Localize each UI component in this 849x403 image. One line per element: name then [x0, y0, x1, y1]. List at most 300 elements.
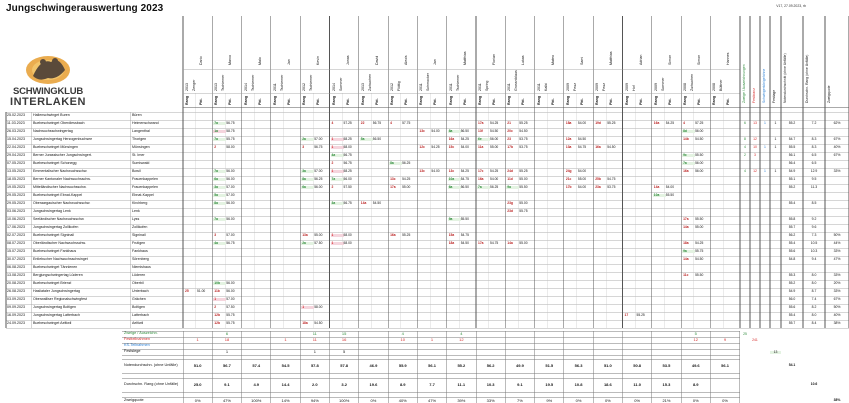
- event-date: 13.08.2023: [7, 273, 25, 278]
- points-subheader: Pkt.: [228, 98, 233, 105]
- result-points: 58.25: [343, 169, 352, 174]
- result-points: 55.75: [226, 313, 235, 318]
- result-points: 56.00: [226, 177, 235, 182]
- wrestler-surname: Flöttig: [397, 81, 402, 91]
- wrestler-name: Marco: [228, 55, 233, 65]
- rank-subheader: Rang: [185, 96, 189, 105]
- result-points: 54.25: [431, 145, 440, 150]
- wrestler-year: 2012: [302, 83, 307, 91]
- rank-subheader: Rang: [243, 96, 248, 105]
- result-rank: 14a: [653, 185, 660, 190]
- wrestler-surname: Tschiemer: [279, 74, 284, 91]
- result-rank: 3a: [213, 186, 226, 189]
- summary-value: 51.0: [603, 363, 612, 368]
- event-name: Buebeschwinget Signinail: [33, 233, 74, 238]
- points-subheader: Pkt.: [726, 98, 731, 105]
- wrestler-year: 2013: [214, 83, 219, 91]
- result-rank: 17a: [390, 185, 396, 190]
- summary-value: 49.6: [691, 363, 700, 368]
- row-stat-value: 55.2: [788, 185, 796, 190]
- summary-value: 100%: [251, 398, 262, 403]
- result-rank: 19d: [595, 121, 601, 126]
- stat-header: Festtage: [772, 89, 776, 103]
- result-rank: 25b: [595, 177, 601, 182]
- event-name: Seeländischer Nachwuchsschw.: [33, 217, 85, 222]
- result-points: 54.75: [490, 241, 499, 246]
- wrestler-surname: Feuz: [572, 83, 577, 91]
- result-rank: 23g: [507, 201, 513, 206]
- summary-value: 9: [723, 337, 727, 342]
- row-stat-value: 67%: [833, 137, 841, 142]
- result-points: 54.75: [460, 177, 469, 182]
- points-subheader: Pkt.: [433, 98, 438, 105]
- result-points: 54.25: [490, 121, 499, 126]
- row-stat-value: 55.8: [788, 217, 796, 222]
- result-points: 54.00: [460, 145, 469, 150]
- result-rank: 6e: [477, 138, 490, 141]
- result-points: 57.50: [314, 241, 323, 246]
- row-stat-value: 55.1: [788, 177, 796, 182]
- rank-subheader: Rang: [712, 96, 717, 105]
- summary-value: 1: [430, 337, 434, 342]
- wrestler-year: 2008: [712, 83, 717, 91]
- row-stat-value: 8.4: [811, 321, 817, 326]
- result-rank: 8d: [682, 130, 695, 133]
- event-place: Büren: [132, 113, 142, 118]
- result-points: 55.00: [490, 145, 499, 150]
- result-points: 57.00: [226, 185, 235, 190]
- summary-value: 9%: [546, 398, 553, 403]
- row-stat-value: 56.0: [788, 297, 796, 302]
- event-name: Jungschwingertag Boltigen: [33, 305, 76, 310]
- wrestler-surname: Zurbuchen: [367, 73, 372, 91]
- row-stat-value: 1: [764, 145, 766, 150]
- summary-value: 4: [460, 331, 463, 336]
- result-points: 56.00: [226, 281, 235, 286]
- summary-value: 12: [459, 337, 464, 342]
- summary-value: 0%: [575, 398, 582, 403]
- event-name: Hallenschwinget Buren: [33, 113, 70, 118]
- result-rank: 16a: [595, 145, 601, 150]
- summary-value: 9.1: [224, 382, 230, 387]
- row-stat-value: 2: [744, 153, 746, 158]
- points-subheader: Pkt.: [550, 98, 555, 105]
- result-rank: 13f: [478, 129, 483, 134]
- row-stat-value: 8: [744, 137, 746, 142]
- result-rank: 15c: [448, 145, 455, 150]
- page-title: Jungschwingerauswertung 2023: [6, 3, 164, 14]
- row-stat-value: 10.3: [810, 249, 818, 254]
- row-stat-value: 11.3: [810, 185, 818, 190]
- wrestler-surname: Tschiemer: [309, 74, 314, 91]
- event-place: Zollikofen: [132, 225, 148, 230]
- result-rank: 23d: [507, 209, 513, 214]
- event-date: 25.02.2023: [7, 113, 25, 118]
- result-rank: 2: [214, 305, 217, 310]
- event-name: Buebeschwinget Brienzl: [33, 281, 72, 286]
- wrestler-name: Sami: [579, 56, 584, 65]
- wrestler-name: Jan: [286, 59, 291, 65]
- row-stat-value: 40%: [833, 313, 841, 318]
- summary-value: 25.0: [193, 382, 202, 387]
- row-stat-value: 40%: [833, 145, 841, 150]
- event-name: Buebeschwinget Aeltiwil: [33, 321, 72, 326]
- row-stat-value: 1: [774, 169, 777, 174]
- row-stat-value: 8.0: [811, 313, 817, 318]
- event-date: 17.06.2023: [7, 225, 25, 230]
- result-points: 54.25: [460, 137, 469, 142]
- wrestler-year: 2012: [390, 83, 395, 91]
- row-stat-value: 12: [753, 137, 757, 142]
- event-name: Jungschwingertag Lenk: [33, 209, 71, 214]
- stat-header: Zweigquote: [827, 85, 831, 103]
- event-date: 29.04.2023: [7, 153, 25, 158]
- result-rank: 9a: [682, 250, 695, 253]
- result-rank: 7a: [213, 218, 226, 221]
- result-points: 54.00: [577, 185, 587, 190]
- event-place: Lenk: [132, 209, 140, 214]
- event-date: 30.07.2023: [7, 257, 25, 262]
- result-points: 54.25: [695, 241, 704, 246]
- summary-value: 53.5: [662, 363, 671, 368]
- event-place: Heimenschwand: [132, 121, 159, 126]
- event-name: Buebeschwinget Fankhaus: [33, 249, 77, 254]
- row-stat-value: 12: [753, 169, 757, 174]
- stat-header: Notendurchschnitt (ohne Unfälle): [783, 53, 787, 103]
- result-points: 54.75: [577, 145, 587, 150]
- event-date: 03.09.2023: [7, 297, 25, 302]
- row-stat-value: 47%: [833, 257, 841, 262]
- summary-value: 19.6: [369, 382, 378, 387]
- result-rank: 12b: [214, 313, 220, 318]
- result-points: 55.25: [607, 121, 616, 126]
- result-rank: 12b: [214, 321, 220, 326]
- result-points: 53.75: [519, 137, 528, 142]
- wrestler-name: Alexis: [404, 55, 409, 65]
- rank-subheader: Rang: [565, 96, 570, 105]
- wrestler-surname: Tschiemer: [250, 74, 255, 91]
- result-points: 56.50: [372, 137, 382, 142]
- summary-value: 56.3: [574, 363, 583, 368]
- summary-value: 1: [225, 349, 229, 354]
- result-points: 55.50: [695, 273, 704, 278]
- summary-value: 94%: [310, 398, 319, 403]
- event-date: 29.05.2023: [7, 193, 25, 198]
- wrestler-name: Malo: [257, 57, 262, 65]
- row-stat-value: 8.3: [811, 137, 817, 142]
- result-rank: 12a: [565, 137, 572, 142]
- row-stat-value: 33%: [833, 249, 841, 254]
- result-points: 55.00: [402, 185, 411, 190]
- summary-label: Festsiege: [124, 349, 141, 353]
- wrestler-surname: Hof: [631, 85, 636, 91]
- result-rank: 21c: [565, 177, 572, 182]
- logo-text-interlaken: INTERLAKEN: [10, 96, 86, 108]
- row-stat-value: 10.5: [810, 241, 818, 246]
- result-points: 58.00: [314, 305, 323, 310]
- row-stat-value: 1: [764, 169, 766, 174]
- row-stat-value: 8.5: [811, 201, 817, 206]
- result-points: 56.00: [226, 289, 235, 294]
- result-rank: 14a: [507, 241, 513, 246]
- row-stat-value: 67%: [833, 153, 841, 158]
- summary-value: 100%: [339, 398, 350, 403]
- event-date: 03.06.2023: [7, 209, 25, 214]
- result-rank: 4a: [213, 242, 226, 245]
- result-rank: 25: [185, 289, 189, 294]
- result-rank: 3a: [331, 202, 344, 205]
- result-points: 54.50: [695, 137, 704, 142]
- summary-value: 49.9: [516, 363, 524, 368]
- wrestler-name: Matthias: [462, 51, 467, 65]
- event-place: Münsingen: [132, 145, 150, 150]
- summary-value: 10.8: [574, 382, 583, 387]
- row-stat-value: 9.6: [811, 225, 817, 230]
- result-points: 58.00: [343, 145, 352, 150]
- event-place: St. Imer: [132, 153, 145, 158]
- wrestler-year: 2009: [595, 83, 600, 91]
- result-rank: 13c: [448, 169, 455, 174]
- row-stat-value: 54.9: [788, 169, 796, 174]
- result-rank: 7a: [331, 178, 344, 181]
- points-subheader: Pkt.: [638, 98, 643, 105]
- summary-value: 8.9: [399, 382, 406, 387]
- event-name: Entlebucher Nachwuchsschwinget: [33, 257, 88, 262]
- event-date: 15.07.2023: [7, 249, 25, 254]
- result-points: 54.50: [519, 129, 528, 134]
- result-rank: 1: [331, 242, 344, 245]
- summary-value: 4: [401, 331, 404, 336]
- summary-label: Zweigquote: [124, 398, 144, 402]
- result-rank: 11c: [683, 273, 689, 278]
- result-points: 54.50: [577, 137, 587, 142]
- rank-subheader: Rang: [595, 96, 600, 105]
- summary-value: 1: [196, 337, 199, 342]
- summary-value: 56.1: [428, 363, 436, 368]
- wrestler-name: Jan: [433, 59, 438, 65]
- row-stat-value: 7.4: [811, 297, 817, 302]
- row-stat-value: 54.9: [788, 289, 796, 294]
- points-subheader: Pkt.: [345, 98, 350, 105]
- result-points: 56.00: [343, 177, 352, 182]
- event-date: 13.05.2023: [7, 169, 25, 174]
- result-points: 54.50: [490, 129, 499, 134]
- wrestler-surname: Feuz: [602, 83, 607, 91]
- summary-value: 16: [341, 337, 347, 342]
- stat-header: Zweige / Auszeichnungen: [742, 64, 746, 103]
- row-stat-value: 55.4: [788, 241, 796, 246]
- row-stat-value: 55.7: [788, 321, 796, 326]
- summary-value: 0%: [692, 398, 699, 403]
- row-stat-value: 6: [744, 121, 746, 126]
- result-rank: 7a: [213, 170, 226, 173]
- summary-value: 11: [312, 337, 317, 342]
- points-subheader: Pkt.: [316, 98, 321, 105]
- row-stat-value: 12.9: [810, 169, 818, 174]
- result-rank: 1a: [213, 130, 226, 133]
- result-rank: 8a: [213, 202, 226, 205]
- wrestler-year: 2013: [185, 83, 189, 91]
- result-points: 54.00: [431, 129, 440, 134]
- result-rank: 17a: [683, 217, 689, 222]
- rank-subheader: Rang: [390, 96, 395, 105]
- result-rank: 4a: [331, 154, 344, 157]
- summary-value: 56.1: [721, 363, 729, 368]
- wrestler-name: Lukas: [521, 55, 526, 65]
- result-points: 56.25: [490, 185, 499, 190]
- wrestler-surname: Zurbuchen: [690, 73, 695, 91]
- row-stat-value: 55.6: [788, 249, 796, 254]
- stat-header: Schwingerkönige/ohne: [762, 68, 766, 103]
- row-stat-value: 3: [754, 153, 756, 158]
- row-stat-value: 6.5: [811, 153, 817, 158]
- result-rank: 9a: [506, 186, 519, 189]
- summary-value: 40%: [398, 398, 407, 403]
- summary-value: 18.6: [603, 382, 612, 387]
- result-points: 56.50: [460, 129, 469, 134]
- row-stat-value: 50%: [833, 305, 841, 310]
- result-rank: 10a: [653, 194, 666, 197]
- event-name: Berner Jurassischer Jungschwingert.: [33, 153, 92, 158]
- wrestler-year: 2008: [683, 83, 688, 91]
- result-rank: 23a: [595, 185, 601, 190]
- points-subheader: Pkt.: [462, 98, 467, 105]
- summary-value: 3.2: [341, 382, 347, 387]
- summary-value: 1: [313, 349, 316, 354]
- result-rank: 7a: [213, 122, 226, 125]
- event-place: Sumiswald: [132, 161, 150, 166]
- result-points: 57.25: [343, 121, 352, 126]
- result-points: 55.75: [226, 321, 235, 326]
- stat-header: Durchschn. Rang (ohne Unfälle): [805, 54, 809, 103]
- event-date: 20.08.2023: [7, 281, 25, 286]
- result-rank: 18a: [448, 241, 455, 246]
- result-points: 55.50: [695, 217, 704, 222]
- row-stat-value: 33%: [833, 289, 841, 294]
- row-stat-value: 55.3: [788, 273, 796, 278]
- result-points: 54.25: [460, 169, 469, 174]
- event-place: Frutigen: [132, 241, 146, 246]
- summary-value: 55.2: [457, 363, 466, 368]
- result-rank: 10b: [213, 282, 226, 285]
- result-rank: 17a: [478, 241, 484, 246]
- result-points: 54.00: [431, 169, 440, 174]
- wrestler-surname: Sommer: [660, 77, 665, 91]
- summary-value: 57.8: [340, 363, 349, 368]
- points-subheader: Pkt.: [579, 98, 584, 105]
- result-rank: 16a: [683, 169, 689, 174]
- row-stat-value: 54.8: [788, 257, 796, 262]
- summary-value: 12: [693, 337, 698, 342]
- event-place: Bowil: [132, 169, 141, 174]
- summary-label: KS-Teilnahmen: [124, 343, 150, 347]
- result-points: 53.75: [607, 185, 616, 190]
- row-stat-value: 4: [744, 169, 746, 174]
- result-points: 57.00: [226, 233, 235, 238]
- wrestler-year: 2014: [243, 83, 248, 91]
- event-name: Jungschwingertag Zollikofen: [33, 225, 79, 230]
- points-subheader: Pkt.: [667, 98, 672, 105]
- event-date: 26.03.2023: [7, 129, 25, 134]
- row-stat-value: 1: [764, 121, 766, 126]
- summary-value: 46.9: [369, 363, 378, 368]
- summary-value: 10.3: [486, 382, 495, 387]
- result-points: 56.00: [226, 169, 235, 174]
- result-rank: 11b: [214, 289, 220, 294]
- result-points: 55.50: [695, 153, 704, 158]
- result-rank: 14a: [683, 225, 689, 230]
- row-stat-value: 13: [753, 121, 757, 126]
- points-subheader: Pkt.: [404, 98, 409, 105]
- rank-subheader: Rang: [272, 96, 277, 105]
- result-rank: 1: [331, 170, 344, 173]
- result-rank: 9c: [682, 154, 695, 157]
- result-points: 56.75: [343, 153, 352, 158]
- result-points: 57.50: [343, 185, 352, 190]
- result-rank: 7a: [682, 162, 695, 165]
- rank-subheader: Rang: [331, 96, 336, 105]
- summary-value: 57.8: [310, 363, 319, 368]
- wrestler-year: 2011: [507, 83, 512, 91]
- row-stat-value: 8.3: [811, 145, 817, 150]
- result-points: 55.25: [636, 313, 645, 318]
- result-rank: 6a: [301, 186, 314, 189]
- row-stat-value: 50%: [833, 233, 841, 238]
- summary-value: 6: [225, 331, 229, 336]
- rank-subheader: Rang: [302, 96, 307, 105]
- result-points: 54.00: [577, 169, 587, 174]
- row-stat-value: 9.4: [811, 257, 817, 262]
- wrestler-name: Jonas: [345, 55, 350, 65]
- result-points: 55.50: [519, 185, 528, 190]
- summary-value: 11: [312, 331, 317, 336]
- event-place: Aeltiwil: [132, 321, 144, 326]
- summary-value: 2.0: [312, 382, 318, 387]
- row-stat-value: 9.5: [811, 177, 817, 182]
- result-points: 55.25: [519, 121, 528, 126]
- result-rank: 4: [331, 121, 334, 126]
- result-rank: 2: [331, 185, 334, 190]
- event-place: Niemishaus: [132, 265, 151, 270]
- result-rank: 12c: [419, 145, 425, 150]
- row-stat-value: 1: [774, 145, 777, 150]
- result-rank: 1: [331, 234, 344, 237]
- summary-value: 4.9: [253, 382, 260, 387]
- wrestler-year: 2014: [331, 83, 336, 91]
- rank-subheader: Rang: [653, 96, 658, 105]
- result-rank: 17: [624, 313, 629, 318]
- summary-value: 15: [341, 331, 347, 336]
- wrestler-year: 2009: [624, 83, 629, 91]
- row-stat-value: 33%: [833, 273, 841, 278]
- event-date: 10.06.2023: [7, 217, 25, 222]
- result-rank: 17c: [478, 169, 484, 174]
- summary-value: 51.5: [545, 363, 554, 368]
- result-rank: 13a: [302, 233, 308, 238]
- summary-total-festsiege: 13: [770, 351, 781, 354]
- result-rank: 6a: [213, 178, 226, 181]
- row-stat-value: 55.4: [788, 201, 796, 206]
- row-stat-value: 8.7: [811, 289, 817, 294]
- rank-subheader: Rang: [536, 96, 541, 105]
- event-place: Latterbach: [132, 313, 149, 318]
- wrestler-name: Dario: [199, 56, 203, 65]
- result-rank: 13c: [419, 169, 425, 174]
- summary-value: 7%: [517, 398, 523, 403]
- event-date: 19.05.2023: [7, 185, 25, 190]
- result-points: 54.25: [665, 121, 675, 126]
- summary-value: 33%: [486, 398, 495, 403]
